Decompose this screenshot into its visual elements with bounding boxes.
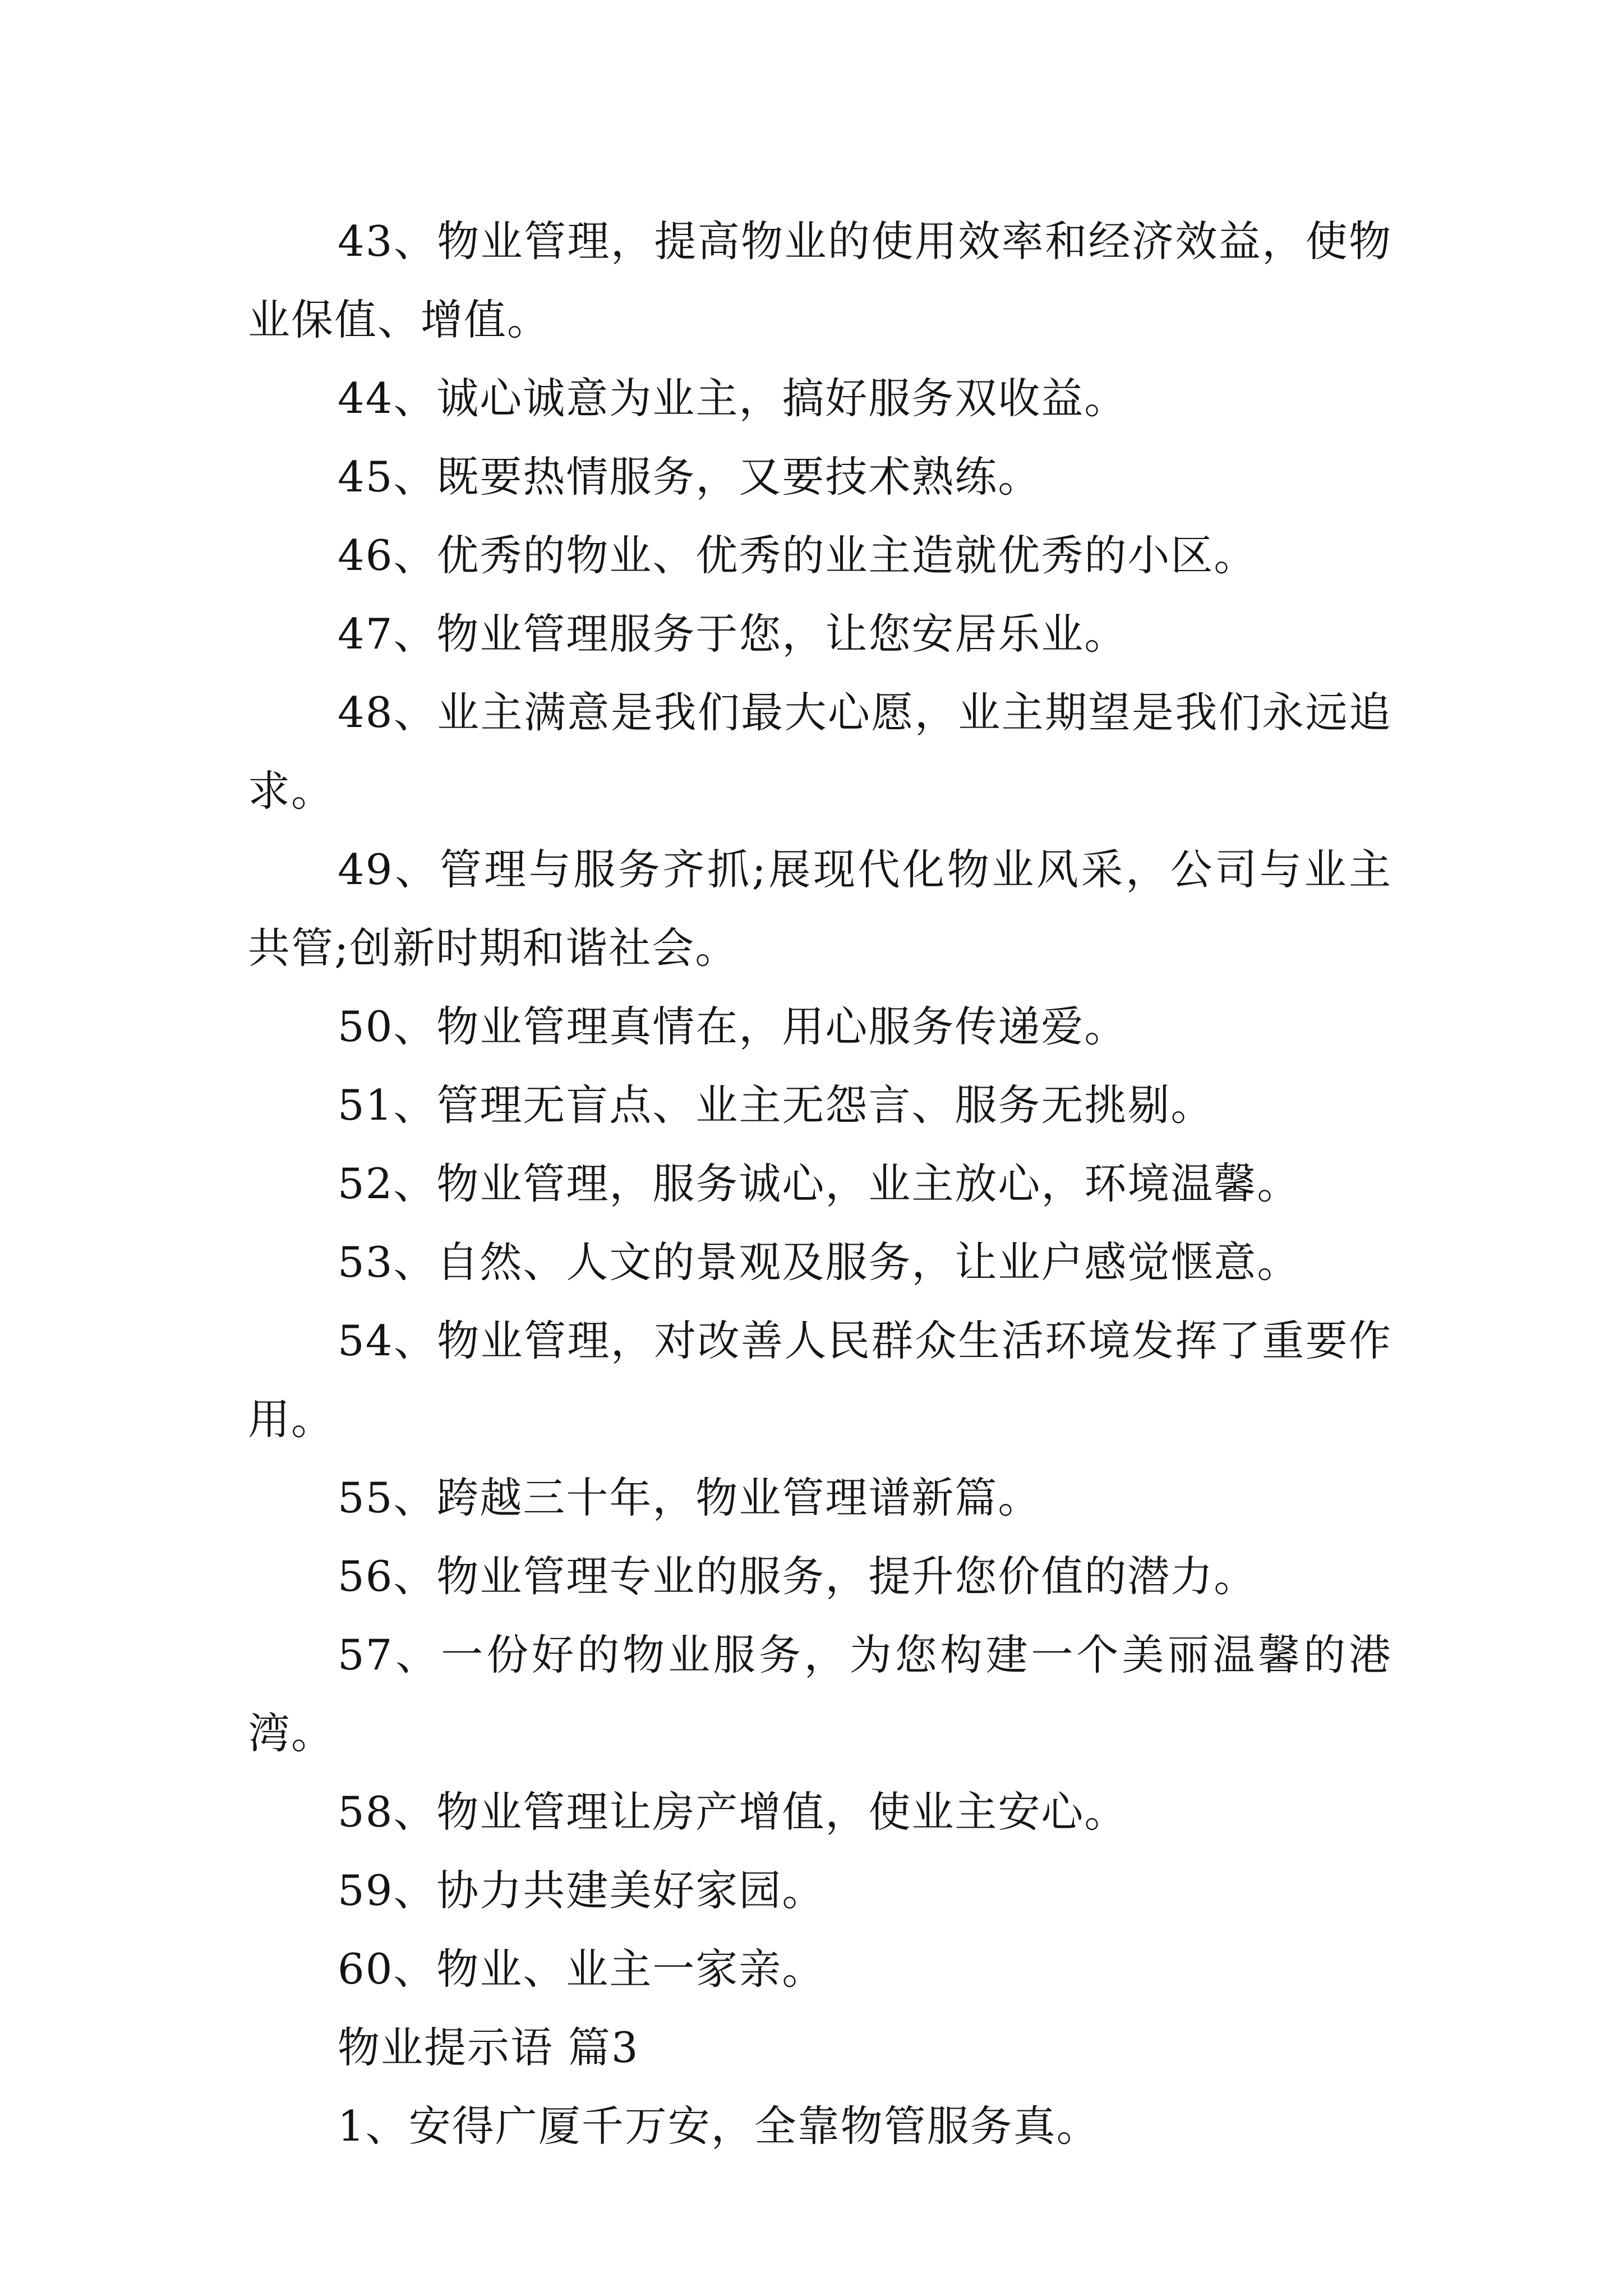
document-body bbox=[248, 202, 1392, 2165]
section-heading: 物业提示语 篇3 bbox=[338, 2023, 639, 2072]
paragraph-49: 49、管理与服务齐抓;展现代化物业风采，公司与业主共管;创新时期和谐社会。 bbox=[248, 845, 1392, 973]
paragraph-56: 56、物业管理专业的服务，提升您价值的潜力。 bbox=[338, 1552, 1257, 1601]
paragraph-53: 53、自然、人文的景观及服务，让业户感觉惬意。 bbox=[338, 1237, 1301, 1287]
paragraph-44: 44、诚心诚意为业主，搞好服务双收益。 bbox=[338, 374, 1128, 423]
paragraph-1: 1、安得广厦千万安，全靠物管服务真。 bbox=[338, 2101, 1100, 2151]
paragraph-59: 59、协力共建美好家园。 bbox=[338, 1866, 826, 1915]
paragraph-51: 51、管理无盲点、业主无怨言、服务无挑剔。 bbox=[338, 1080, 1214, 1130]
paragraph-50: 50、物业管理真情在，用心服务传递爱。 bbox=[338, 1002, 1128, 1051]
paragraph-58: 58、物业管理让房产增值，使业主安心。 bbox=[338, 1787, 1128, 1837]
paragraph-54: 54、物业管理，对改善人民群众生活环境发挥了重要作用。 bbox=[248, 1316, 1392, 1444]
paragraph-45: 45、既要热情服务，又要技术熟练。 bbox=[338, 452, 1041, 501]
paragraph-43: 43、物业管理，提高物业的使用效率和经济效益，使物业保值、增值。 bbox=[248, 217, 1392, 344]
paragraph-47: 47、物业管理服务于您，让您安居乐业。 bbox=[338, 609, 1128, 659]
paragraph-60: 60、物业、业主一家亲。 bbox=[338, 1944, 826, 1994]
paragraph-48: 48、业主满意是我们最大心愿，业主期望是我们永远追求。 bbox=[248, 688, 1392, 816]
paragraph-52: 52、物业管理，服务诚心，业主放心，环境温馨。 bbox=[338, 1159, 1301, 1208]
paragraph-57: 57、一份好的物业服务，为您构建一个美丽温馨的港湾。 bbox=[248, 1630, 1392, 1758]
paragraph-55: 55、跨越三十年，物业管理谱新篇。 bbox=[338, 1473, 1041, 1522]
paragraph-46: 46、优秀的物业、优秀的业主造就优秀的小区。 bbox=[338, 531, 1257, 580]
